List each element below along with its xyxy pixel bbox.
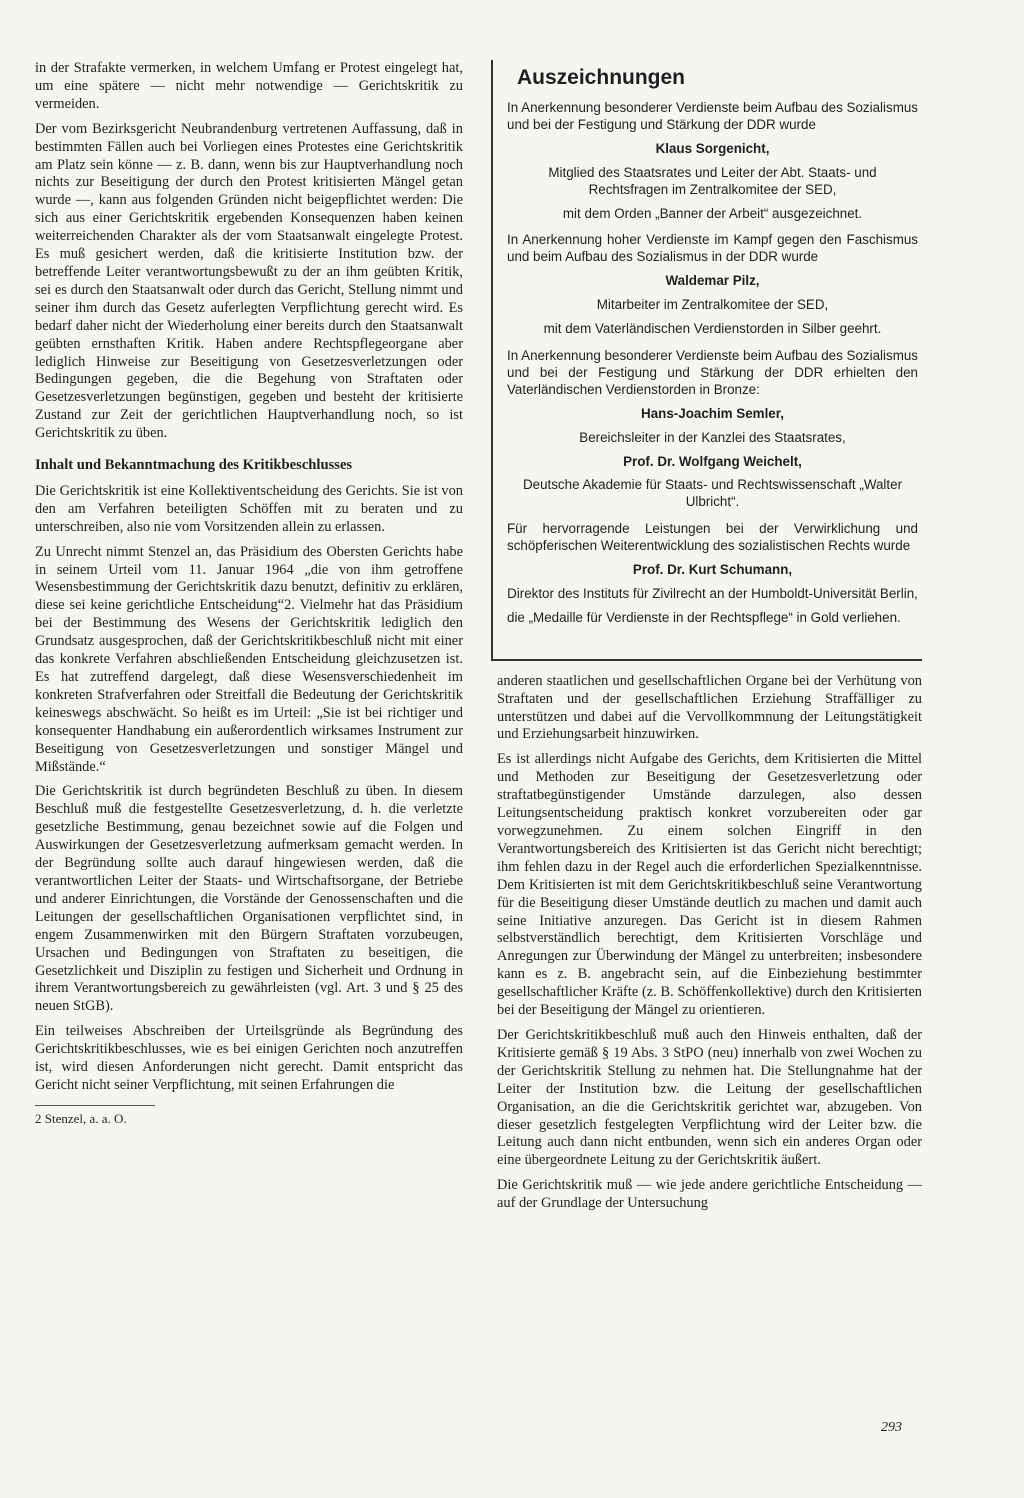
award-entry [507, 521, 918, 627]
award-entry [507, 100, 918, 222]
award-recipient-name: Hans-Joachim Semler, [641, 405, 784, 421]
paragraph: Zu Unrecht nimmt Stenzel an, das Präsidium des Obersten Gerichts habe in seinem Urteil vom 11. Januar 1964 „die von ihm getroffene Wesensbestimmung der Gerichtskritik dazu benutzt, definitiv zu erklären, diese sei keine gerichtliche Entscheidung“2. Vielmehr hat das Präsidium bei der Bestimmung des Wesens der Gerichtskritik lediglich den Grundsatz ausgesprochen, daß der Gerichtskritikbeschluß nicht mit einer das konkrete Verfahren abschließenden Entscheidung gleichzusetzen ist. Es hat zutreffend dargelegt, daß diese Wesensverschiedenheit im konkreten Strafverfahren oder Streitfall die Bedeutung der Gerichtskritik keineswegs abschwächt. So heißt es im Urteil: „Sie ist bei richtiger und konsequenter Handhabung ein außerordentlich wirksames Instrument zur Beseitigung von Gesetzesverletzungen und sonstiger Mängel und Mißstände.“ [35, 543, 463, 775]
award-recipient-role: Direktor des Instituts für Zivilrecht an der Humboldt-Universität Berlin, [507, 585, 918, 601]
paragraph: Die Gerichtskritik ist durch begründeten Beschluß zu üben. In diesem Beschluß muß die festgestellte Gesetzesverletzung, d. h. die verletzte gesetzliche Bestimmung, genau bezeichnet sowie auf die Folgen und Auswirkungen der Gesetzesverletzung aufmerksam gemacht werden. In der Begründung sollte auch darauf hingewiesen werden, daß die verantwortlichen Leiter der Staats- und Wirtschaftsorgane, der Betriebe und anderer Einrichtungen, die Vorstände der Genossenschaften und die Leitungen der gesellschaftlichen Organisationen verpflichtet sind, in engem Zusammenwirken mit den Bürgern Straftaten vorzubeugen, Ursachen und Bedingungen von Straftaten zu beseitigen, die Gesetzlichkeit und Disziplin zu festigen und Sicherheit und Ordnung in ihrem Verantwortungsbereich zu gewährleisten (vgl. Art. 3 und § 25 des neuen StGB). [35, 783, 463, 1015]
award-intro: In Anerkennung hoher Verdienste im Kampf gegen den Faschismus und beim Aufbau des Sozialismus in der DDR wurde [507, 232, 918, 265]
right-column [497, 60, 922, 1220]
paragraph: Es ist allerdings nicht Aufgabe des Gerichts, dem Kritisierten die Mittel und Methoden zur Beseitigung der Gesetzesverletzung oder straftatbegünstigender Umstände darzulegen, also dessen Leitungsentscheidung praktisch konkret vorzubereiten oder gar vorwegzunehmen. Zu einem solchen Eingriff in den Verantwortungsbereich des Kritisierten ist das Gericht nicht berechtigt; ihm fehlen dazu in der Regel auch die erforderlichen Spezialkenntnisse. Dem Kritisierten ist mit dem Gerichtskritikbeschluß seine Verantwortung für die Beseitigung dieser Umstände deutlich zu machen und damit auch seine Initiative anzuregen. Das Gericht ist in diesem Rahmen selbstverständlich berechtigt, dem Kritisierten Vorschläge und Anregungen zur Überwindung der Mängel zu unterbreiten; insbesondere kann es z. B. angebracht sein, auf die Einbeziehung bestimmter gesellschaftlicher Kräfte (z. B. Schöffenkollektive) durch den Kritisierten bei der Beseitigung der Mängel zu orientieren. [497, 751, 922, 1019]
award-recipient-name: Prof. Dr. Wolfgang Weichelt, [623, 453, 802, 469]
award-entry [507, 348, 918, 511]
award-order: mit dem Orden „Banner der Arbeit“ ausgezeichnet. [562, 205, 863, 221]
award-recipient-name: Waldemar Pilz, [665, 273, 760, 289]
award-intro: In Anerkennung besonderer Verdienste beim Aufbau des Sozialismus und bei der Festigung und Stärkung der DDR wurde [507, 100, 918, 132]
awards-title: Auszeichnungen [517, 66, 686, 89]
award-recipient-name: Klaus Sorgenicht, [655, 140, 770, 156]
footnote-divider [35, 1105, 155, 1106]
paragraph: Die Gerichtskritik ist eine Kollektiventscheidung des Gerichts. Sie ist von den am Verfahren beteiligten Schöffen mit zu beraten und zu unterschreiben, also nie vom Vorsitzenden allein zu erlassen. [35, 482, 463, 535]
section-heading: Inhalt und Bekanntmachung des Kritikbeschlusses [35, 457, 353, 474]
award-entry [507, 232, 918, 338]
award-intro: Für hervorragende Leistungen bei der Verwirklichung und schöpferischen Weiterentwicklung des sozialistischen Rechts wurde [507, 521, 918, 554]
award-recipient-role: Deutsche Akademie für Staats- und Rechtswissenschaft „Walter Ulbricht“. [522, 477, 903, 510]
paragraph: Die Gerichtskritik muß — wie jede andere gerichtliche Entscheidung — auf der Grundlage der Untersuchung [497, 1177, 922, 1212]
page-number: 293 [881, 1420, 902, 1435]
award-order: mit dem Vaterländischen Verdienstorden in Silber geehrt. [543, 321, 882, 337]
paragraph: Der Gerichtskritikbeschluß muß auch den Hinweis enthalten, daß der Kritisierte gemäß § 19 Abs. 3 StPO (neu) innerhalb von zwei Wochen zu der Gerichtskritik Stellung zu nehmen hat. Die Stellungnahme hat der Leiter der Institution bzw. die Leitung der gesellschaftlichen Organisation, an die die Gerichtskritik gerichtet war, abzugeben. Von dieser gesetzlich festgelegten Verpflichtung wird der Leiter bzw. die Leitung auch dann nicht entbunden, wenn sich ein anderes Organ oder eine übergeordnete Leitung zu der Gerichtskritik äußert. [497, 1026, 922, 1169]
award-recipient-role: Bereichsleiter in der Kanzlei des Staatsrates, [579, 429, 846, 445]
award-recipient-role: Mitglied des Staatsrates und Leiter der Abt. Staats- und Rechtsfragen im Zentralkomitee der SED, [548, 164, 877, 197]
left-column [35, 60, 463, 1135]
paragraph: Ein teilweises Abschreiben der Urteilsgründe als Begründung des Gerichtskritikbeschlusses, wie es bei einigen Gerichten noch anzutreffen ist, wird diesen Anforderungen nicht gerecht. Damit entspricht das Gericht nicht seiner Verpflichtung, mit seinen Erfahrungen die [35, 1023, 463, 1093]
awards-box [491, 60, 922, 661]
paragraph: anderen staatlichen und gesellschaftlichen Organe bei der Verhütung von Straftaten und der gesellschaftlichen Erziehung Straffälliger zu unterstützen und dabei auf die Vervollkommnung der Leitungstätigkeit und Erziehungsarbeit hinzuwirken. [497, 672, 922, 743]
paragraph: Der vom Bezirksgericht Neubrandenburg vertretenen Auffassung, daß in bestimmten Fällen auch bei Vorliegen eines Protestes eine Gerichtskritik am Platz sein könne — z. B. dann, wenn bis zur Hauptverhandlung noch nichts zur Beseitigung der durch den Protest kritisierten Mängel getan wurde —, kann aus folgenden Gründen nicht beigepflichtet werden: Die sich aus einer Gerichtskritik ergebenden Konsequenzen haben keinen weiterreichenden Charakter als der vom Staatsanwalt eingelegte Protest. Es muß gesichert werden, daß die kritisierte Institution bzw. der betreffende Leiter verantwortungsbewußt zu der an ihm geübten Kritik, sei es durch den Staatsanwalt oder durch das Gericht, Stellung nimmt und seiner ihm durch das Gesetz auferlegten Verpflichtung gerecht wird. Es bedarf daher nicht der Wiederholung einer bereits durch den Staatsanwalt geübten ernsthaften Kritik. Haben andere Rechtspflegeorgane aber lediglich Hinweise zur Beseitigung von Gesetzesverletzungen oder Bedingungen gegeben, die die Begehung von Straftaten oder Gesetzesverletzungen begünstigen, gegeben und besteht der kritisierte Zustand zur Zeit der gerichtlichen Hauptverhandlung noch, so ist Gerichtskritik zu üben. [35, 120, 463, 442]
award-intro: In Anerkennung besonderer Verdienste beim Aufbau des Sozialismus und bei der Festigung und Stärkung der DDR erhielten den Vaterländischen Verdienstorden in Bronze: [507, 347, 918, 397]
award-recipient-role: Mitarbeiter im Zentralkomitee der SED, [596, 297, 829, 313]
award-recipient-name: Prof. Dr. Kurt Schumann, [632, 562, 793, 578]
paragraph: in der Strafakte vermerken, in welchem Umfang er Protest eingelegt hat, um eine spätere — nicht mehr notwendige — Gerichtskritik zu vermeiden. [35, 60, 463, 112]
footnote: 2 Stenzel, a. a. O. [35, 1110, 127, 1126]
award-order: die „Medaille für Verdienste in der Rechtspflege“ in Gold verliehen. [507, 609, 901, 625]
